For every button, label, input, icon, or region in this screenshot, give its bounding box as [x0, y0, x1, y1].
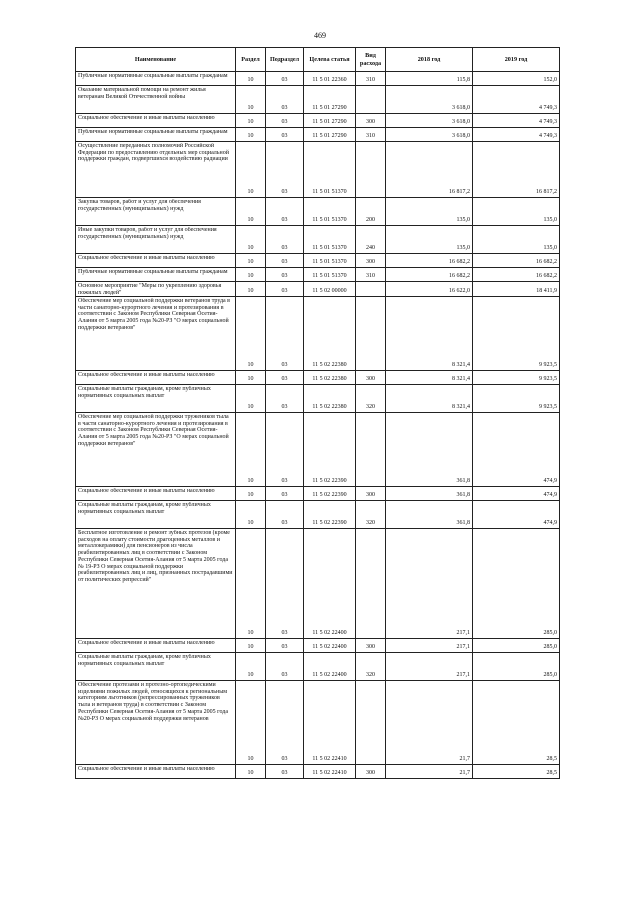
row-vid-rashoda-cell: 320	[356, 501, 386, 529]
row-statya-cell: 11 5 01 51370	[304, 254, 356, 268]
row-2018-cell: 115,8	[386, 72, 473, 86]
row-2018-cell: 135,0	[386, 226, 473, 254]
row-2019-cell: 474,9	[473, 413, 560, 487]
row-name-text: Основное мероприятие "Меры по укреплению здоровья пожилых людей"	[78, 283, 222, 295]
row-podrazdel-cell: 03	[266, 282, 304, 297]
row-2018-cell: 16 682,2	[386, 254, 473, 268]
row-name-text: Закупка товаров, работ и услуг для обеспечения государственных (муниципальных) нужд	[78, 199, 201, 212]
row-name-cell	[76, 198, 236, 226]
row-name-text: Публичные нормативные социальные выплаты гражданам	[78, 269, 228, 275]
row-razdel-cell: 10	[236, 487, 266, 501]
row-name-cell	[76, 765, 236, 779]
row-2018-cell: 21,7	[386, 765, 473, 779]
row-podrazdel-cell: 03	[266, 142, 304, 198]
row-vid-rashoda-cell: 240	[356, 226, 386, 254]
row-2019-cell: 285,0	[473, 529, 560, 639]
row-statya-cell: 11 5 02 22410	[304, 765, 356, 779]
row-vid-rashoda-cell: 310	[356, 128, 386, 142]
row-2018-cell: 3 618,0	[386, 128, 473, 142]
row-podrazdel-cell: 03	[266, 254, 304, 268]
row-name-text: Публичные нормативные социальные выплаты гражданам	[78, 129, 228, 135]
row-2019-cell: 16 682,2	[473, 254, 560, 268]
row-statya-cell: 11 5 02 22380	[304, 385, 356, 413]
row-podrazdel-cell: 03	[266, 681, 304, 765]
row-razdel-cell: 10	[236, 639, 266, 653]
row-name-cell	[76, 142, 236, 198]
row-podrazdel-cell: 03	[266, 86, 304, 114]
row-razdel-cell: 10	[236, 226, 266, 254]
table-row	[76, 385, 560, 413]
row-podrazdel-cell: 03	[266, 114, 304, 128]
row-name-text: Бесплатное изготовление и ремонт зубных протезов (кроме расходов на оплату стоимости драгоценных металлов и металлокерамики) для пенсионеров из числа реабилитированных лиц в соответствии с Законом Республики Северная Осетия-Алания от 5 марта 2005 года № 19-РЗ О мерах социальной поддержки реабилитированных лиц и лиц, признанных пострадавшими от политических репрессий"	[78, 530, 233, 584]
row-razdel-cell: 10	[236, 254, 266, 268]
row-vid-rashoda-cell	[356, 142, 386, 198]
row-statya-cell: 11 5 02 22400	[304, 639, 356, 653]
table-row	[76, 297, 560, 371]
row-statya-cell: 11 5 02 22390	[304, 487, 356, 501]
row-name-text: Социальное обеспечение и иные выплаты населению	[78, 640, 215, 646]
row-2019-cell: 16 817,2	[473, 142, 560, 198]
row-vid-rashoda-cell	[356, 86, 386, 114]
table-row	[76, 114, 560, 128]
row-name-text: Социальные выплаты гражданам, кроме публичных нормативных социальных выплат	[78, 386, 211, 399]
row-2019-cell: 9 923,5	[473, 297, 560, 371]
row-2019-cell: 4 749,3	[473, 128, 560, 142]
table-row	[76, 198, 560, 226]
row-2019-cell: 4 749,3	[473, 86, 560, 114]
row-name-cell	[76, 487, 236, 501]
row-name-cell	[76, 639, 236, 653]
table-body	[76, 72, 560, 779]
row-2018-cell: 217,1	[386, 529, 473, 639]
row-name-cell	[76, 128, 236, 142]
row-statya-cell: 11 5 01 51370	[304, 226, 356, 254]
row-podrazdel-cell: 03	[266, 128, 304, 142]
row-statya-cell: 11 5 02 22410	[304, 681, 356, 765]
header-razdel: Раздел	[236, 48, 266, 72]
row-razdel-cell: 10	[236, 765, 266, 779]
row-2018-cell: 16 682,2	[386, 268, 473, 282]
table-row	[76, 501, 560, 529]
row-podrazdel-cell: 03	[266, 385, 304, 413]
row-razdel-cell: 10	[236, 114, 266, 128]
table-header-row	[76, 48, 560, 72]
row-vid-rashoda-cell: 300	[356, 254, 386, 268]
row-2019-cell: 135,0	[473, 226, 560, 254]
row-vid-rashoda-cell	[356, 297, 386, 371]
row-name-cell	[76, 529, 236, 639]
row-statya-cell: 11 5 01 51370	[304, 198, 356, 226]
header-2018: 2018 год	[386, 48, 473, 72]
row-statya-cell: 11 5 01 27290	[304, 86, 356, 114]
row-name-text: Социальное обеспечение и иные выплаты населению	[78, 115, 215, 121]
row-vid-rashoda-cell: 300	[356, 371, 386, 385]
row-2018-cell: 8 321,4	[386, 297, 473, 371]
row-statya-cell: 11 5 02 22400	[304, 529, 356, 639]
row-name-cell	[76, 86, 236, 114]
row-podrazdel-cell: 03	[266, 529, 304, 639]
row-name-cell	[76, 282, 236, 297]
header-name: Наименование	[76, 48, 236, 72]
row-podrazdel-cell: 03	[266, 487, 304, 501]
row-statya-cell: 11 5 01 27290	[304, 114, 356, 128]
row-name-text: Иные закупки товаров, работ и услуг для обеспечения государственных (муниципальных) нужд	[78, 227, 217, 240]
row-name-text: Оказание материальной помощи на ремонт жилья ветеранам Великой Отечественной войны	[78, 87, 206, 100]
row-2019-cell: 135,0	[473, 198, 560, 226]
row-name-text: Обеспечение протезами и протезно-ортопедическими изделиями пожилых людей, относящихся к региональным категориям льготников (репрессированных тружеников тыла и ветеранов труда) в соответствии с Законом Республики Северная Осетия-Алания от 5 марта 2005 года №20-РЗ О мерах социальной поддержки ветеранов	[78, 682, 229, 722]
row-statya-cell: 11 5 01 22360	[304, 72, 356, 86]
row-vid-rashoda-cell	[356, 529, 386, 639]
table-row	[76, 128, 560, 142]
row-podrazdel-cell: 03	[266, 226, 304, 254]
row-2018-cell: 361,8	[386, 501, 473, 529]
row-name-cell	[76, 226, 236, 254]
row-podrazdel-cell: 03	[266, 198, 304, 226]
header-podrazdel: Подраздел	[266, 48, 304, 72]
row-2019-cell: 152,0	[473, 72, 560, 86]
row-2018-cell: 361,8	[386, 487, 473, 501]
row-2018-cell: 21,7	[386, 681, 473, 765]
row-2018-cell: 135,0	[386, 198, 473, 226]
row-2019-cell: 16 682,2	[473, 268, 560, 282]
row-name-cell	[76, 254, 236, 268]
row-name-text: Социальное обеспечение и иные выплаты населению	[78, 255, 215, 261]
row-2018-cell: 16 817,2	[386, 142, 473, 198]
row-2019-cell: 9 923,5	[473, 371, 560, 385]
row-razdel-cell: 10	[236, 653, 266, 681]
table-row	[76, 86, 560, 114]
row-name-cell	[76, 268, 236, 282]
table-row	[76, 226, 560, 254]
row-2018-cell: 16 622,0	[386, 282, 473, 297]
row-name-cell	[76, 114, 236, 128]
row-podrazdel-cell: 03	[266, 297, 304, 371]
row-razdel-cell: 10	[236, 72, 266, 86]
row-razdel-cell: 10	[236, 128, 266, 142]
row-vid-rashoda-cell: 320	[356, 385, 386, 413]
row-2019-cell: 9 923,5	[473, 385, 560, 413]
row-statya-cell: 11 5 02 00000	[304, 282, 356, 297]
row-statya-cell: 11 5 01 51370	[304, 142, 356, 198]
row-name-text: Социальные выплаты гражданам, кроме публичных нормативных социальных выплат	[78, 654, 211, 667]
row-2019-cell: 4 749,3	[473, 114, 560, 128]
row-name-text: Осуществление переданных полномочий Российской Федерации по предоставлению отдельных мер социальной поддержки граждан, подвергшихся воздействию радиации	[78, 143, 229, 163]
row-statya-cell: 11 5 02 22380	[304, 297, 356, 371]
row-razdel-cell: 10	[236, 501, 266, 529]
row-razdel-cell: 10	[236, 529, 266, 639]
row-statya-cell: 11 5 02 22390	[304, 413, 356, 487]
row-razdel-cell: 10	[236, 385, 266, 413]
row-statya-cell: 11 5 01 27290	[304, 128, 356, 142]
row-name-text: Публичные нормативные социальные выплаты гражданам	[78, 73, 228, 79]
row-name-text: Обеспечение мер социальной поддержки тружеников тыла в части санаторно-курортного лечения и протезирования в соответствии с Законом Республики Северная Осетия-Алания от 5 марта 2005 года №20-РЗ "О мерах социальной поддержки ветеранов"	[78, 414, 229, 447]
row-vid-rashoda-cell: 310	[356, 72, 386, 86]
table-row	[76, 282, 560, 297]
row-podrazdel-cell: 03	[266, 765, 304, 779]
row-razdel-cell: 10	[236, 297, 266, 371]
row-razdel-cell: 10	[236, 413, 266, 487]
table-row	[76, 529, 560, 639]
row-razdel-cell: 10	[236, 198, 266, 226]
row-vid-rashoda-cell: 300	[356, 765, 386, 779]
row-2019-cell: 18 411,9	[473, 282, 560, 297]
header-2019: 2019 год	[473, 48, 560, 72]
row-name-cell	[76, 501, 236, 529]
row-name-cell	[76, 413, 236, 487]
row-2018-cell: 217,1	[386, 653, 473, 681]
row-name-text: Социальное обеспечение и иные выплаты населению	[78, 488, 215, 494]
row-razdel-cell: 10	[236, 142, 266, 198]
row-2019-cell: 28,5	[473, 681, 560, 765]
table-row	[76, 268, 560, 282]
table-row	[76, 254, 560, 268]
row-name-cell	[76, 371, 236, 385]
row-vid-rashoda-cell: 300	[356, 114, 386, 128]
page-number: 469	[314, 31, 326, 40]
row-podrazdel-cell: 03	[266, 639, 304, 653]
table-row	[76, 653, 560, 681]
table-row	[76, 681, 560, 765]
table-row	[76, 72, 560, 86]
row-2018-cell: 8 321,4	[386, 385, 473, 413]
row-2018-cell: 3 618,0	[386, 114, 473, 128]
row-vid-rashoda-cell: 320	[356, 653, 386, 681]
table-row	[76, 765, 560, 779]
row-2018-cell: 217,1	[386, 639, 473, 653]
row-podrazdel-cell: 03	[266, 371, 304, 385]
row-name-text: Социальное обеспечение и иные выплаты населению	[78, 766, 215, 772]
table-row	[76, 487, 560, 501]
row-2018-cell: 8 321,4	[386, 371, 473, 385]
row-2018-cell: 361,8	[386, 413, 473, 487]
row-podrazdel-cell: 03	[266, 501, 304, 529]
row-podrazdel-cell: 03	[266, 413, 304, 487]
row-razdel-cell: 10	[236, 86, 266, 114]
row-razdel-cell: 10	[236, 282, 266, 297]
row-name-text: Социальные выплаты гражданам, кроме публичных нормативных социальных выплат	[78, 502, 211, 515]
header-statya: Целева статья	[304, 48, 356, 72]
row-2019-cell: 28,5	[473, 765, 560, 779]
row-name-cell	[76, 297, 236, 371]
row-2019-cell: 285,0	[473, 653, 560, 681]
row-name-cell	[76, 385, 236, 413]
row-vid-rashoda-cell: 310	[356, 268, 386, 282]
row-statya-cell: 11 5 02 22400	[304, 653, 356, 681]
row-name-text: Обеспечение мер социальной поддержки ветеранов труда в части санаторно-курортного лечения и протезирования в соответствии с Законом Республики Северная Осетия-Алания от 5 марта 2005 года №20-РЗ "О мерах социальной поддержки ветеранов"	[78, 298, 231, 331]
header-vid-rashoda: Вид расхода	[356, 48, 386, 72]
row-podrazdel-cell: 03	[266, 72, 304, 86]
table-row	[76, 371, 560, 385]
row-razdel-cell: 10	[236, 268, 266, 282]
row-statya-cell: 11 5 02 22380	[304, 371, 356, 385]
row-2019-cell: 474,9	[473, 487, 560, 501]
budget-table	[75, 47, 560, 779]
row-vid-rashoda-cell	[356, 413, 386, 487]
row-vid-rashoda-cell: 300	[356, 487, 386, 501]
row-razdel-cell: 10	[236, 681, 266, 765]
row-name-cell	[76, 72, 236, 86]
row-vid-rashoda-cell: 200	[356, 198, 386, 226]
row-2019-cell: 474,9	[473, 501, 560, 529]
row-statya-cell: 11 5 02 22390	[304, 501, 356, 529]
table-row	[76, 639, 560, 653]
row-vid-rashoda-cell: 300	[356, 639, 386, 653]
row-2018-cell: 3 618,0	[386, 86, 473, 114]
table-row	[76, 413, 560, 487]
row-2019-cell: 285,0	[473, 639, 560, 653]
row-name-cell	[76, 681, 236, 765]
row-vid-rashoda-cell	[356, 282, 386, 297]
row-podrazdel-cell: 03	[266, 653, 304, 681]
row-vid-rashoda-cell	[356, 681, 386, 765]
row-statya-cell: 11 5 01 51370	[304, 268, 356, 282]
row-razdel-cell: 10	[236, 371, 266, 385]
row-podrazdel-cell: 03	[266, 268, 304, 282]
row-name-text: Социальное обеспечение и иные выплаты населению	[78, 372, 215, 378]
row-name-cell	[76, 653, 236, 681]
table-row	[76, 142, 560, 198]
